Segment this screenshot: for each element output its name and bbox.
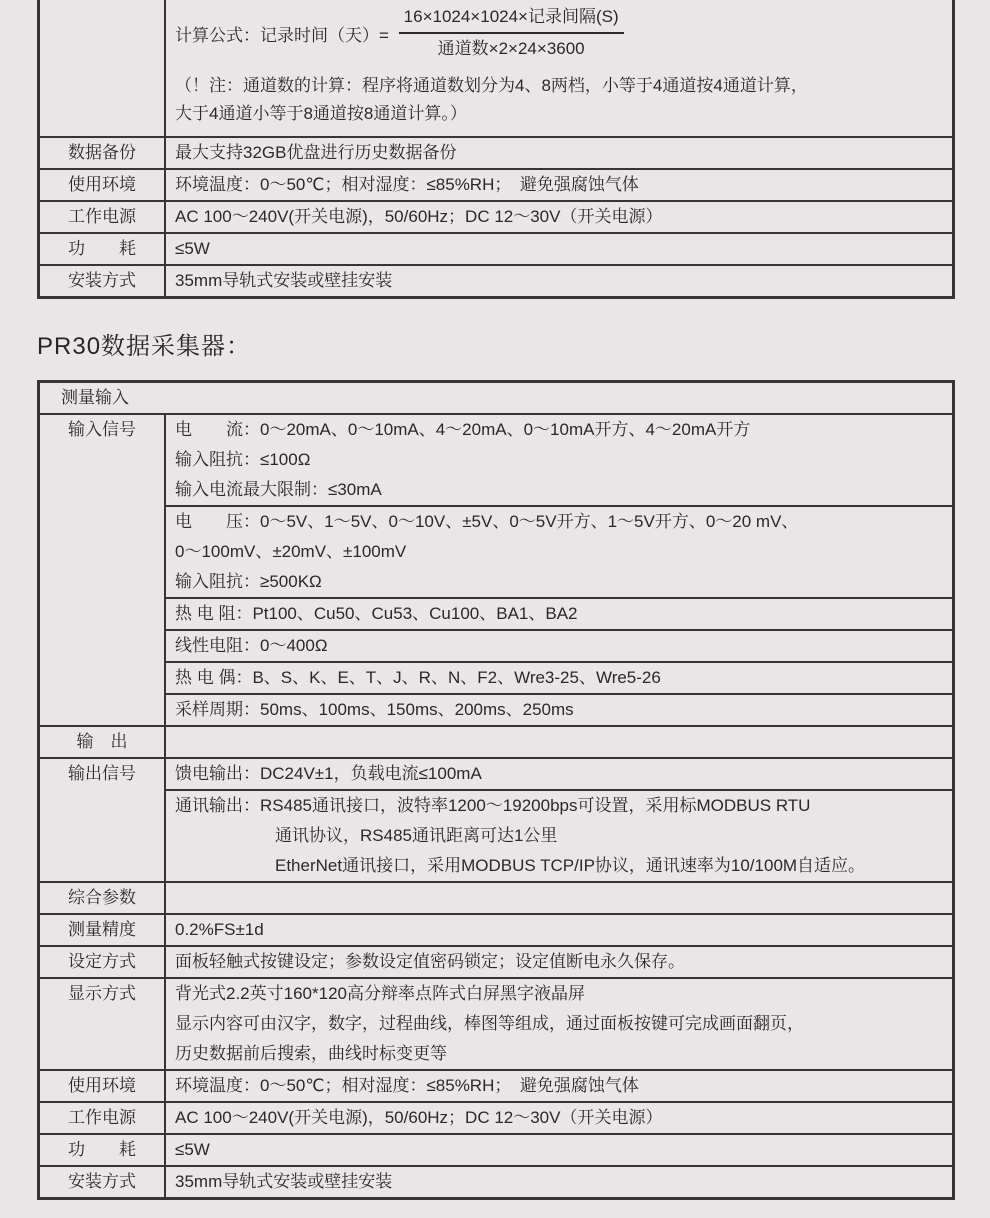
row-power-supply: [40, 200, 952, 232]
row-label: 工作电源: [40, 202, 166, 232]
row-label-empty: [40, 0, 166, 136]
row-environment: [40, 1069, 952, 1101]
row-label: 数据备份: [40, 138, 166, 168]
thermocouple-block: [166, 661, 952, 693]
row-power-consumption: [40, 232, 952, 264]
max-current-limit-line: 输入电流最大限制：≤30mA: [175, 480, 382, 499]
display-line: 背光式2.2英寸160*120高分辩率点阵式白屏黑字液晶屏: [175, 984, 585, 1003]
input-signal-content: [166, 415, 952, 725]
row-accuracy: [40, 913, 952, 945]
row-value: AC 100～240V(开关电源)，50/60Hz；DC 12～30V（开关电源）: [175, 1108, 663, 1127]
formula-denominator: 通道数×2×24×3600: [437, 39, 585, 58]
row-environment: [40, 168, 952, 200]
row-label: 安装方式: [40, 266, 166, 296]
note-line: 大于4通道小等于8通道按8通道计算。）: [175, 104, 467, 123]
current-input-block: [166, 415, 952, 505]
row-label: 输出信号: [40, 759, 166, 881]
rtd-line: 热 电 阻：Pt100、Cu50、Cu53、Cu100、BA1、BA2: [175, 604, 578, 623]
row-label: 工作电源: [40, 1103, 166, 1133]
spec-table-pr30: [37, 380, 955, 1200]
row-value: 35mm导轨式安装或壁挂安装: [175, 1172, 393, 1191]
row-value: 35mm导轨式安装或壁挂安装: [175, 271, 393, 290]
formula-content: [166, 0, 952, 136]
row-label: 设定方式: [40, 947, 166, 977]
feed-power-block: [166, 759, 952, 789]
current-range-line: 电 流：0～20mA、0～10mA、4～20mA、0～10mA开方、4～20mA开方: [175, 420, 751, 439]
linear-resistance-block: [166, 629, 952, 661]
spec-table-continued: [37, 0, 955, 299]
row-label: 测量精度: [40, 915, 166, 945]
channel-count-note: [166, 72, 952, 128]
row-value: ≤5W: [175, 239, 210, 258]
output-signal-content: [166, 759, 952, 881]
linear-resistance-line: 线性电阻：0～400Ω: [175, 636, 328, 655]
voltage-range-line: 电 压：0～5V、1～5V、0～10V、±5V、0～5V开方、1～5V开方、0～20 mV、: [175, 512, 799, 531]
record-time-formula: [166, 5, 952, 61]
row-measure-input-section: [40, 383, 952, 413]
section-label: 测量输入: [61, 388, 129, 407]
display-method-content: [166, 979, 952, 1069]
row-label: 功 耗: [40, 1135, 166, 1165]
row-mounting: [40, 1165, 952, 1197]
comm-output-line: 通讯输出：RS485通讯接口，波特率1200～19200bps可设置，采用标MODBUS RTU: [175, 796, 811, 815]
row-display-method: [40, 977, 952, 1069]
display-line: 显示内容可由汉字，数字，过程曲线，棒图等组成，通过面板按键可完成画面翻页，: [175, 1014, 804, 1033]
row-value: 环境温度：0～50℃；相对湿度：≤85%RH； 避免强腐蚀气体: [175, 175, 639, 194]
page-title: PR30数据采集器：: [37, 333, 252, 360]
row-setting-method: [40, 945, 952, 977]
formula-fraction: [399, 5, 624, 61]
row-label: 使用环境: [40, 170, 166, 200]
rtd-block: [166, 597, 952, 629]
voltage-input-block: [166, 505, 952, 597]
row-output-section: [40, 725, 952, 757]
comm-output-block: [166, 789, 952, 881]
comm-output-line: EtherNet通讯接口，采用MODBUS TCP/IP协议，通讯速率为10/100M自适应。: [275, 856, 866, 875]
sampling-period-line: 采样周期：50ms、100ms、150ms、200ms、250ms: [175, 700, 574, 719]
row-value: ≤5W: [175, 1140, 210, 1159]
row-value: 环境温度：0～50℃；相对湿度：≤85%RH； 避免强腐蚀气体: [175, 1076, 639, 1095]
row-value: 0.2%FS±1d: [175, 920, 264, 939]
row-label: 输 出: [40, 727, 166, 757]
thermocouple-line: 热 电 偶：B、S、K、E、T、J、R、N、F2、Wre3-25、Wre5-26: [175, 668, 661, 687]
row-general-params-section: [40, 881, 952, 913]
row-mounting: [40, 264, 952, 296]
row-label: 输入信号: [40, 415, 166, 725]
formula-numerator: 16×1024×1024×记录间隔(S): [399, 5, 624, 34]
row-value: [166, 727, 952, 757]
row-value: 最大支持32GB优盘进行历史数据备份: [175, 143, 457, 162]
row-data-backup: [40, 136, 952, 168]
formula-prefix: 计算公式：记录时间（天）=: [175, 25, 394, 45]
row-label: 显示方式: [40, 979, 166, 1069]
row-power-supply: [40, 1101, 952, 1133]
input-impedance-line: 输入阻抗：≥500KΩ: [175, 572, 322, 591]
note-line: （！注：通道数的计算：程序将通道数划分为4、8两档，小等于4通道按4通道计算，: [175, 76, 808, 95]
comm-output-line: 通讯协议，RS485通讯距离可达1公里: [275, 826, 558, 845]
voltage-range-line: 0～100mV、±20mV、±100mV: [175, 542, 407, 561]
row-label: 功 耗: [40, 234, 166, 264]
input-impedance-line: 输入阻抗：≤100Ω: [175, 450, 311, 469]
row-label: 综合参数: [40, 883, 166, 913]
row-input-signal: [40, 413, 952, 725]
display-line: 历史数据前后搜索，曲线时标变更等: [175, 1044, 447, 1063]
feed-power-line: 馈电输出：DC24V±1，负载电流≤100mA: [175, 764, 482, 783]
row-power-consumption: [40, 1133, 952, 1165]
row-label: 使用环境: [40, 1071, 166, 1101]
row-value: AC 100～240V(开关电源)，50/60Hz；DC 12～30V（开关电源）: [175, 207, 663, 226]
row-output-signal: [40, 757, 952, 881]
row-record-time-formula: [40, 0, 952, 136]
row-value: [166, 883, 952, 913]
row-label: 安装方式: [40, 1167, 166, 1197]
sampling-period-block: [166, 693, 952, 725]
row-value: 面板轻触式按键设定；参数设定值密码锁定；设定值断电永久保存。: [175, 952, 685, 971]
